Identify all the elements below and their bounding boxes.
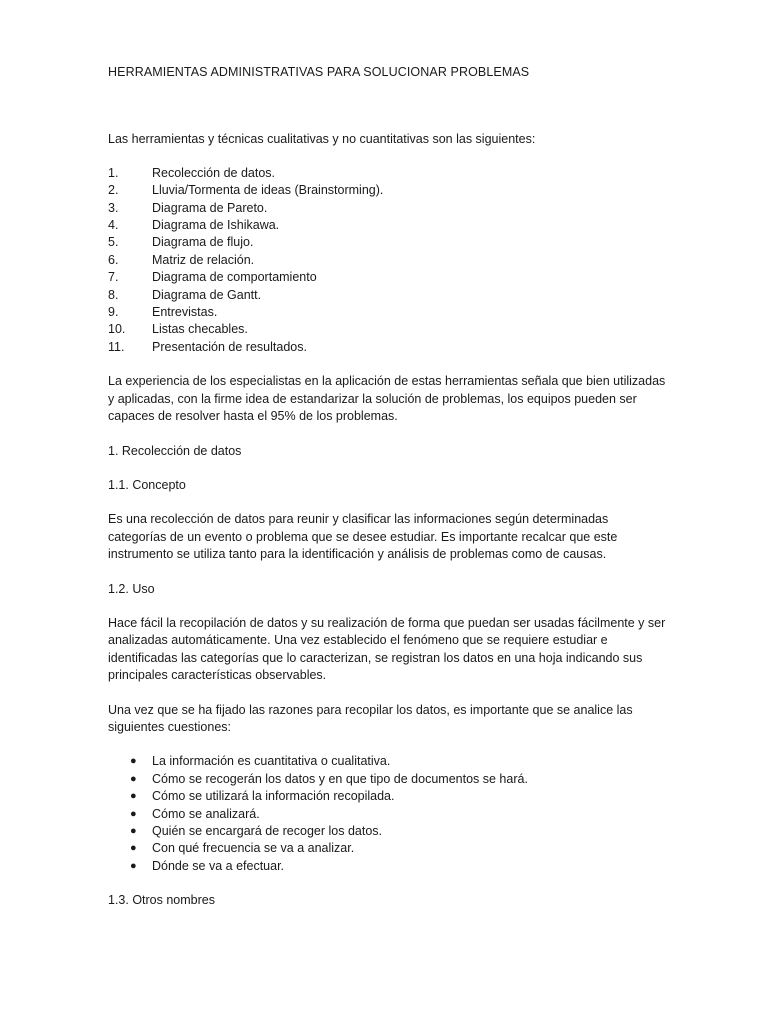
- list-item-text: Cómo se recogerán los datos y en que tipo de documentos se hará.: [152, 771, 528, 786]
- list-item-text: Cómo se analizará.: [152, 806, 260, 821]
- list-item-text: Listas checables.: [152, 322, 248, 337]
- list-item-text: Con qué frecuencia se va a analizar.: [152, 841, 355, 856]
- use-paragraph: Hace fácil la recopilación de datos y su realización de forma que puedan ser usadas fácilmente y ser analizadas automáticamente. Una vez establecido el fenómeno que se requiere estudiar e identificadas las categorías que lo caracterizan, se registran los datos en una hoja indicando sus principales características observables.: [108, 615, 666, 683]
- list-item: [108, 252, 668, 269]
- list-item-text: Diagrama de flujo.: [152, 235, 254, 250]
- intro-paragraph: Las herramientas y técnicas cualitativas y no cuantitativas son las siguientes:: [108, 132, 536, 147]
- list-number: 11.: [108, 339, 125, 354]
- bullet-icon: ●: [130, 790, 137, 803]
- list-item: [108, 753, 668, 770]
- list-item-text: Quién se encargará de recoger los datos.: [152, 824, 382, 838]
- list-item-text: Matriz de relación.: [152, 252, 255, 267]
- subsection-heading-use: 1.2. Uso: [108, 581, 155, 596]
- experience-paragraph: La experiencia de los especialistas en la aplicación de estas herramientas señala que bien utilizadas y aplicadas, con la firme idea de estandarizar la solución de problemas, los equipos pueden ser capaces de resolver hasta el 95% de los problemas.: [108, 374, 666, 424]
- list-item: [108, 269, 668, 286]
- list-item: [108, 182, 668, 199]
- list-number: 1.: [108, 165, 119, 180]
- list-item-text: Dónde se va a efectuar.: [152, 858, 285, 873]
- bullet-icon: ●: [130, 755, 137, 768]
- list-item-text: Lluvia/Tormenta de ideas (Brainstorming).: [152, 183, 384, 198]
- list-item-text: Diagrama de Gantt.: [152, 287, 262, 302]
- section-heading: 1. Recolección de datos: [108, 443, 242, 458]
- list-item: [108, 217, 668, 234]
- list-item-text: Cómo se utilizará la información recopilada.: [152, 789, 395, 804]
- list-item: [108, 840, 668, 857]
- list-number: 3.: [108, 200, 119, 215]
- list-item-text: Diagrama de Ishikawa.: [152, 218, 280, 233]
- list-item-text: Entrevistas.: [152, 305, 218, 320]
- bullet-icon: ●: [130, 772, 137, 785]
- list-item: [108, 339, 668, 356]
- list-item: [108, 771, 668, 788]
- questions-list: [108, 753, 668, 875]
- bullet-icon: ●: [130, 807, 137, 820]
- list-number: 4.: [108, 218, 119, 233]
- list-item: [108, 858, 668, 875]
- document-title: HERRAMIENTAS ADMINISTRATIVAS PARA SOLUCIONAR PROBLEMAS: [108, 65, 530, 79]
- list-item: [108, 823, 668, 840]
- list-item: [108, 321, 668, 338]
- list-item: [108, 788, 668, 805]
- list-item: [108, 234, 668, 251]
- list-number: 8.: [108, 287, 119, 302]
- list-item: [108, 304, 668, 321]
- list-number: 7.: [108, 270, 119, 285]
- list-item-text: Presentación de resultados.: [152, 339, 307, 354]
- list-item-text: Diagrama de Pareto.: [152, 200, 268, 215]
- subsection-heading-concept: 1.1. Concepto: [108, 477, 186, 492]
- list-item-text: La información es cuantitativa o cualitativa.: [152, 754, 391, 769]
- list-item: [108, 806, 668, 823]
- list-item-text: Recolección de datos.: [152, 165, 275, 180]
- concept-paragraph: Es una recolección de datos para reunir y clasificar las informaciones según determinadas categorías de un evento o problema que se desee estudiar. Es importante recalcar que este instrumento se utiliza tanto para la identificación y análisis de problemas como de causas.: [108, 512, 618, 562]
- list-number: 5.: [108, 235, 119, 250]
- list-item-text: Diagrama de comportamiento: [152, 270, 317, 285]
- bullet-icon: ●: [130, 842, 137, 855]
- list-item: [108, 200, 668, 217]
- list-item: [108, 287, 668, 304]
- list-item: [108, 165, 668, 182]
- bullet-icon: ●: [130, 825, 137, 837]
- reasons-paragraph: Una vez que se ha fijado las razones para recopilar los datos, es importante que se analice las siguientes cuestiones:: [108, 702, 633, 734]
- bullet-icon: ●: [130, 859, 137, 872]
- subsection-heading-other-names: 1.3. Otros nombres: [108, 893, 215, 908]
- list-number: 9.: [108, 305, 119, 320]
- list-number: 10.: [108, 322, 126, 337]
- list-number: 6.: [108, 252, 119, 267]
- tools-list: [108, 165, 668, 356]
- list-number: 2.: [108, 183, 119, 198]
